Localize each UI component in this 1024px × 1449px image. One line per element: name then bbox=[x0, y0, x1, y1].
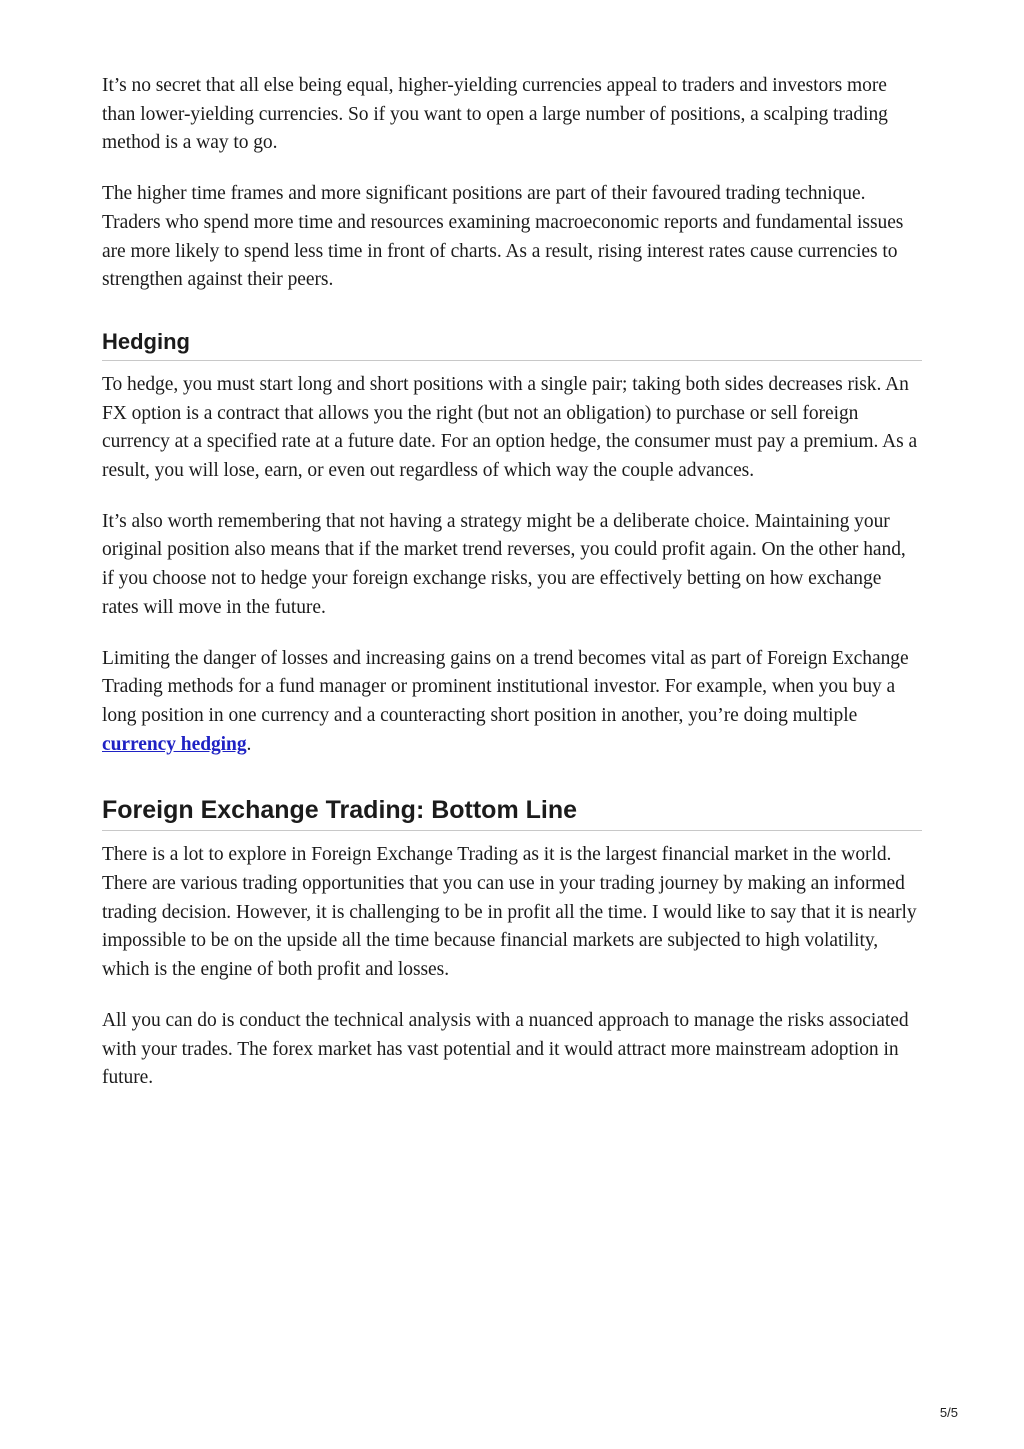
intro-paragraph-1: It’s no secret that all else being equal, higher-yielding currencies appeal to traders and investors more than lower-yielding currencies. So if you want to open a large number of positions, a scalping trading method is a way to go. bbox=[102, 75, 888, 154]
bottom-line-paragraph-1: There is a lot to explore in Foreign Exchange Trading as it is the largest financial market in the world. There are various trading opportunities that you can use in your trading journey by making an informed trading decision. However, it is challenging to be in profit all the time. I would like to say that it is nearly impossible to be on the upside all the time because financial markets are subjected to high volatility, which is the engine of both profit and losses. bbox=[102, 844, 917, 981]
hedging-paragraph-1: To hedge, you must start long and short positions with a single pair; taking both sides decreases risk. An FX option is a contract that allows you the right (but not an obligation) to purchase or sell foreign currency at a specified rate at a future date. For an option hedge, the consumer must pay a premium. As a result, you will lose, earn, or even out regardless of which way the couple advances. bbox=[102, 373, 918, 482]
hedging-paragraph-2: It’s also worth remembering that not having a strategy might be a deliberate choice. Maintaining your original position also means that if the market trend reverses, you could profit again. On the other hand, if you choose not to hedge your foreign exchange risks, you are effectively betting on how exchange rates will move in the future. bbox=[102, 510, 906, 618]
intro-paragraph-2: The higher time frames and more significant positions are part of their favoured trading technique. Traders who spend more time and resources examining macroeconomic reports and fundamental issues are more likely to spend less time in front of charts. As a result, rising interest rates cause currencies to strengthen against their peers. bbox=[102, 183, 904, 291]
hedging-paragraph-3-text: Limiting the danger of losses and increasing gains on a trend becomes vital as part of Foreign Exchange Trading methods for a fund manager or prominent institutional investor. For example, when you buy a long position in one currency and a counteracting short position in another, you’re doing multiple bbox=[102, 647, 909, 726]
bottom-line-heading: Foreign Exchange Trading: Bottom Line bbox=[102, 793, 922, 831]
hedging-paragraph-3 bbox=[102, 645, 922, 760]
hedging-paragraph-3-trailing: . bbox=[246, 733, 252, 755]
currency-hedging-link[interactable]: currency hedging bbox=[102, 733, 247, 755]
article-body bbox=[102, 72, 922, 1115]
bottom-line-paragraph-2: All you can do is conduct the technical analysis with a nuanced approach to manage the risks associated with your trades. The forex market has vast potential and it would attract more mainstream adoption in future. bbox=[102, 1009, 909, 1089]
page-number: 5/5 bbox=[939, 1405, 958, 1420]
hedging-heading: Hedging bbox=[102, 327, 922, 361]
